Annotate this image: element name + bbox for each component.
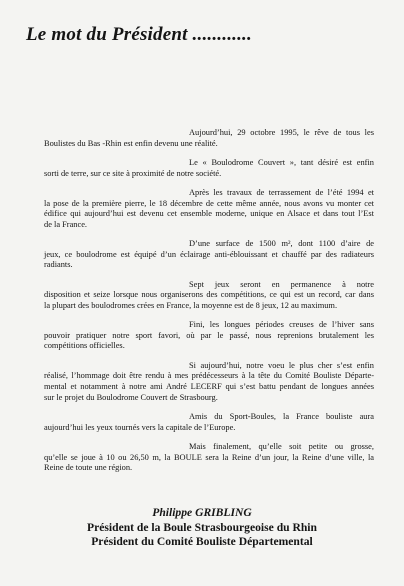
- paragraph-line: la pose de la première pierre, le 18 décembre de cette même année, nous avons vu monter cet: [44, 198, 374, 208]
- page-title: Le mot du Président ............: [26, 24, 252, 45]
- paragraph: [44, 280, 374, 312]
- paragraph-line: Mais finalement, qu’elle soit petite ou grosse,: [189, 442, 374, 452]
- signature-role-1: Président de la Boule Strasbourgeoise du Rhin: [87, 520, 317, 534]
- paragraph-line: aujourd’hui les yeux tournés vers la capitale de l’Europe.: [44, 422, 236, 432]
- signature-name: Philippe GRIBLING: [152, 506, 252, 519]
- paragraph-line: édifice qui aujourd’hui est devenu cet ensemble moderne, unique en Alsace et dans tout l’Est: [44, 209, 374, 219]
- paragraph-line: mental et notamment à notre ami André LECERF qui s’est battu pendant de longues années: [44, 382, 374, 392]
- paragraph-line: Fini, les longues périodes creuses de l’hiver sans: [189, 320, 374, 330]
- paragraph-line: Le « Boulodrome Couvert », tant désiré est enfin: [189, 157, 374, 167]
- paragraph-line: Sept jeux seront en permanence à notre: [189, 279, 374, 289]
- paragraph: [44, 412, 374, 433]
- paragraph-line: Reine de toute une région.: [44, 463, 133, 473]
- paragraph: [44, 188, 374, 230]
- paragraph-line: compétitions officielles.: [44, 341, 125, 351]
- paragraph-line: Aujourd’hui, 29 octobre 1995, le rêve de tous les: [189, 128, 374, 137]
- paragraph-line: Si aujourd’hui, notre voeu le plus cher s’est enfin: [189, 360, 374, 370]
- paragraph: [44, 320, 374, 352]
- paragraph-line: disposition et seize lorsque nous organiserons des compétitions, ce qui est un record, car dans: [44, 290, 374, 300]
- paragraph: [44, 361, 374, 403]
- paragraph-line: Après les travaux de terrassement de l’été 1994 et: [189, 187, 374, 197]
- paragraph: [44, 442, 374, 474]
- paragraph: [44, 239, 374, 271]
- paragraph-line: jeux, ce boulodrome est équipé d’un éclairage anti-éblouissant et chauffé par des radiateurs: [44, 249, 374, 259]
- paragraph-line: D’une surface de 1500 m², dont 1100 d’aire de: [189, 239, 374, 249]
- paragraph-line: qu’elle se joue à 10 ou 26,50 m, la BOULE sera la Reine d’un jour, la Reine d’une ville, la: [44, 452, 374, 462]
- article-body: [44, 128, 374, 483]
- paragraph-line: de la France.: [44, 219, 88, 229]
- signature-block: [0, 506, 404, 550]
- paragraph-line: Amis du Sport-Boules, la France bouliste aura: [189, 412, 374, 422]
- paragraph-line: réalisé, l’hommage doit être rendu à mes prédécesseurs à la tête du Comité Bouliste Départe-: [44, 371, 374, 381]
- paragraph-line: la plupart des boulodromes crées en France, la moyenne est de 8 jeux, 12 au maximum.: [44, 300, 338, 310]
- paragraph-line: Boulistes du Bas -Rhin est enfin devenu une réalité.: [44, 138, 218, 148]
- paragraph: [44, 158, 374, 179]
- paragraph-line: sur le projet du Boulodrome Couvert de Strasbourg.: [44, 392, 218, 402]
- paragraph: [44, 128, 374, 149]
- paragraph-line: radiants.: [44, 260, 73, 270]
- paragraph-line: pouvoir pratiquer notre sport favori, où par le passé, nous reprenions brutalement les: [44, 330, 374, 340]
- paragraph-line: sorti de terre, sur ce site à proximité de notre société.: [44, 168, 222, 178]
- signature-role-2: Président du Comité Bouliste Départemental: [91, 535, 313, 548]
